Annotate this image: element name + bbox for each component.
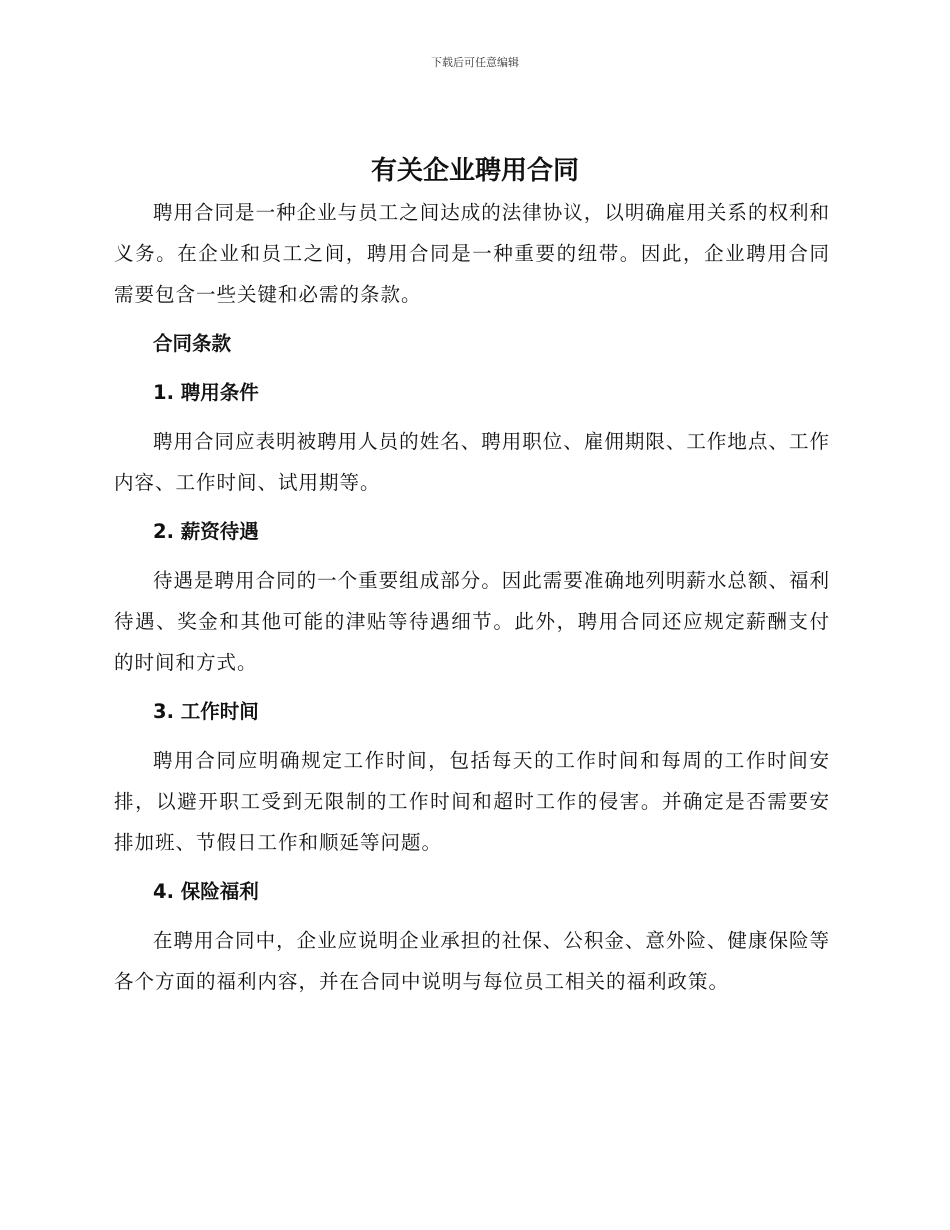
document-body — [114, 192, 830, 1002]
section-heading-4: 4. 保险福利 — [153, 880, 259, 903]
document-title: 有关企业聘用合同 — [370, 156, 579, 186]
section-heading-1: 1. 聘用条件 — [153, 381, 259, 404]
section-body-3: 聘用合同应明确规定工作时间，包括每天的工作时间和每周的工作时间安排，以避开职工受到无限制的工作时间和超时工作的侵害。并确定是否需要安排加班、节假日工作和顺延等问题。 — [114, 749, 830, 854]
section-heading-2: 2. 薪资待遇 — [153, 520, 259, 543]
section-body-2: 待遇是聘用合同的一个重要组成部分。因此需要准确地列明薪水总额、福利待遇、奖金和其他可能的津贴等待遇细节。此外，聘用合同还应规定薪酬支付的时间和方式。 — [114, 569, 830, 674]
section-body-4: 在聘用合同中，企业应说明企业承担的社保、公积金、意外险、健康保险等各个方面的福利内容，并在合同中说明与每位员工相关的福利政策。 — [114, 929, 830, 993]
section-body-1: 聘用合同应表明被聘用人员的姓名、聘用职位、雇佣期限、工作地点、工作内容、工作时间、试用期等。 — [114, 430, 830, 494]
clauses-heading: 合同条款 — [153, 332, 232, 355]
intro-paragraph: 聘用合同是一种企业与员工之间达成的法律协议，以明确雇用关系的权利和义务。在企业和员工之间，聘用合同是一种重要的纽带。因此，企业聘用合同需要包含一些关键和必需的条款。 — [114, 201, 830, 306]
section-heading-3: 3. 工作时间 — [153, 700, 259, 723]
page-header: 下载后可任意编辑 — [431, 56, 519, 69]
